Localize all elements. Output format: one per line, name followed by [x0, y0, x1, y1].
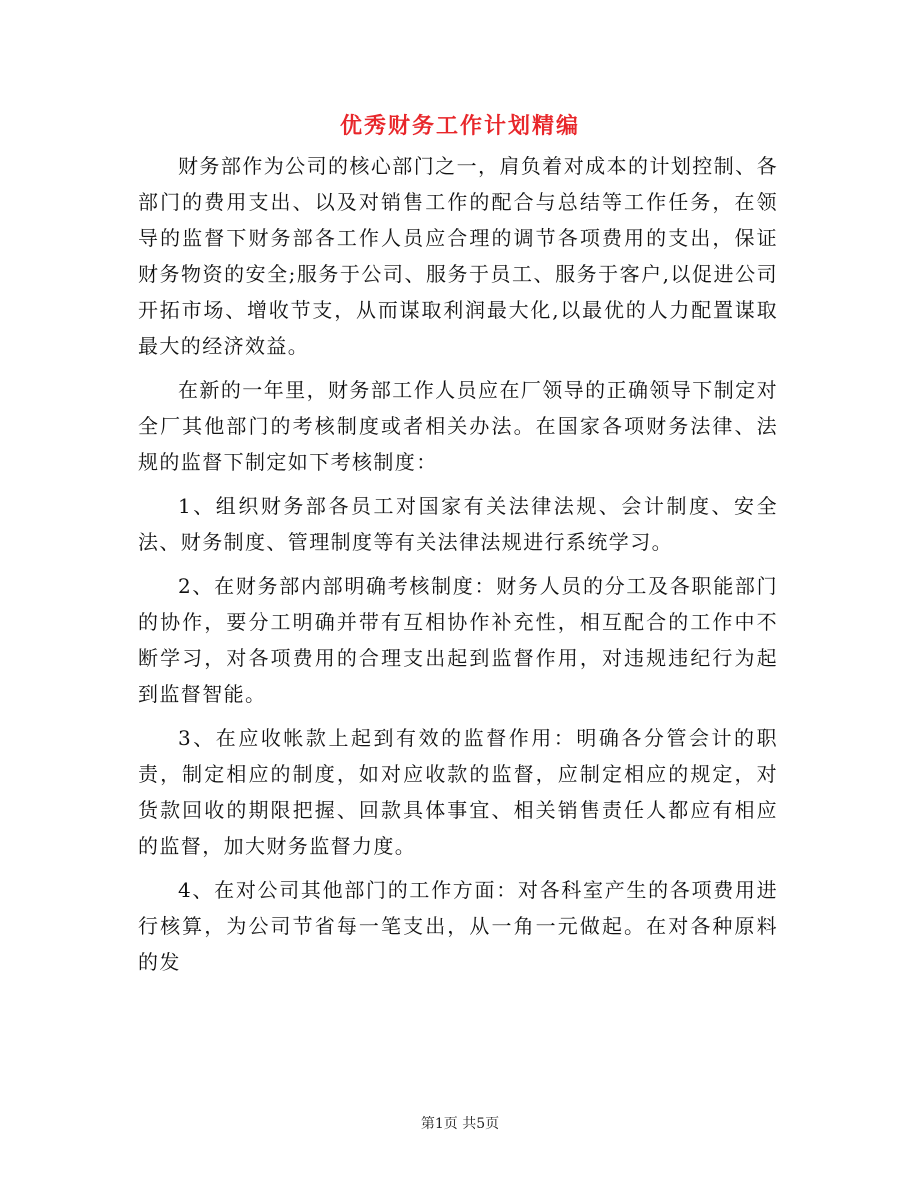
- paragraph-item-3: 3、在应收帐款上起到有效的监督作用：明确各分管会计的职责，制定相应的制度，如对应收款的监督，应制定相应的规定，对货款回收的期限把握、回款具体事宜、相关销售责任人都应有相应的监督，加大财务监督力度。: [138, 726, 778, 858]
- paragraph-new-year: 在新的一年里，财务部工作人员应在厂领导的正确领导下制定对全厂其他部门的考核制度或者相关办法。在国家各项财务法律、法规的监督下制定如下考核制度：: [138, 378, 778, 474]
- document-title: 优秀财务工作计划精编: [339, 113, 580, 139]
- document-body: [138, 148, 778, 980]
- paragraph-intro: 财务部作为公司的核心部门之一，肩负着对成本的计划控制、各部门的费用支出、以及对销售工作的配合与总结等工作任务，在领导的监督下财务部各工作人员应合理的调节各项费用的支出，保证财务物资的安全;服务于公司、服务于员工、服务于客户,以促进公司开拓市场、增收节支，从而谋取利润最大化,以最优的人力配置谋取最大的经济效益。: [138, 154, 778, 358]
- paragraph-item-1: 1、组织财务部各员工对国家有关法律法规、会计制度、安全法、财务制度、管理制度等有关法律法规进行系统学习。: [138, 494, 778, 554]
- paragraph-item-4: 4、在对公司其他部门的工作方面：对各科室产生的各项费用进行核算，为公司节省每一笔支出，从一角一元做起。在对各种原料的发: [138, 878, 778, 974]
- paragraph-item-2: 2、在财务部内部明确考核制度：财务人员的分工及各职能部门的协作，要分工明确并带有互相协作补充性，相互配合的工作中不断学习，对各项费用的合理支出起到监督作用，对违规违纪行为起到监督智能。: [138, 574, 778, 706]
- page-number-footer: 第1页 共5页: [420, 1116, 500, 1132]
